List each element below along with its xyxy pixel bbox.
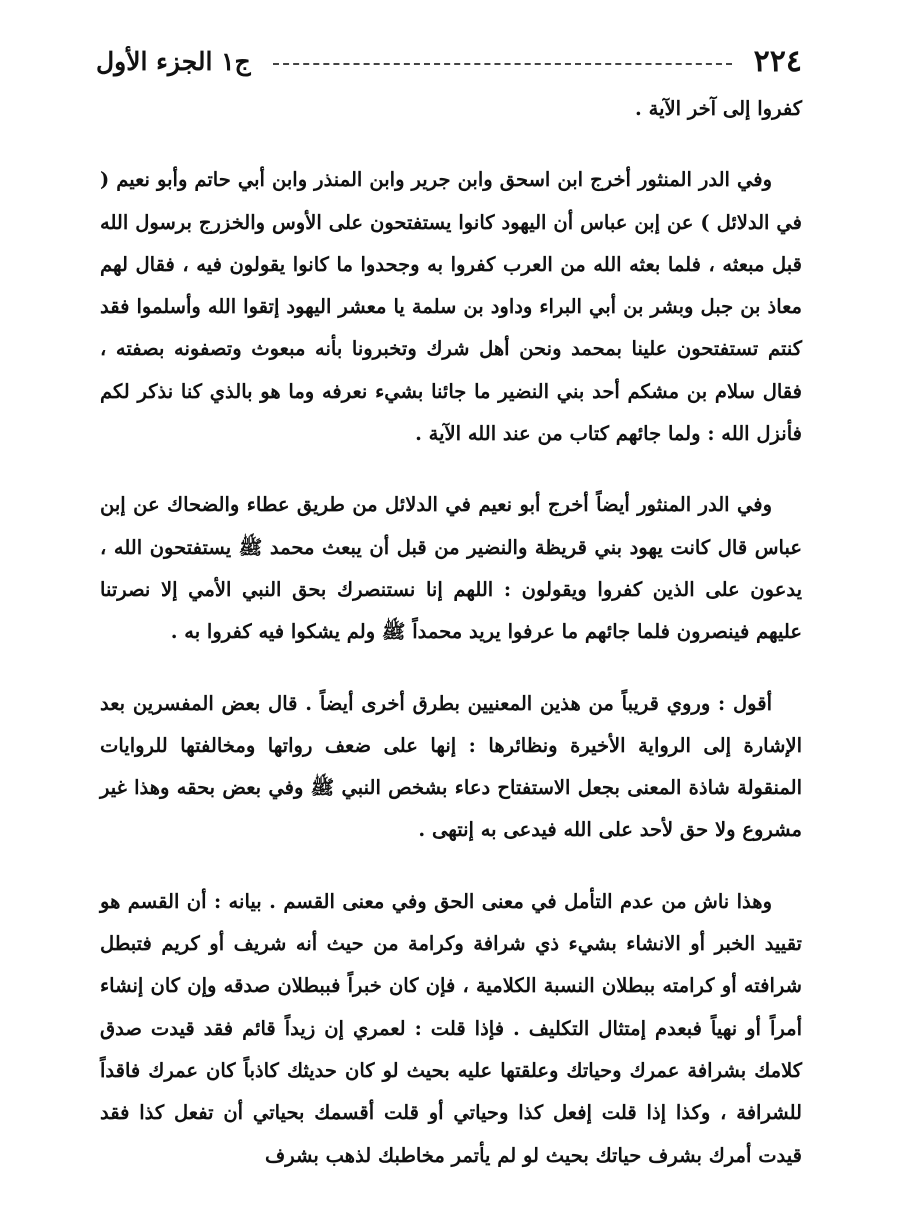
paragraph-text: كفروا إلى آخر الآية . [635, 97, 802, 120]
paragraph-text: وهذا ناش من عدم التأمل في معنى الحق وفي معنى القسم . بيانه : أن القسم هو تقييد الخبر أو الانشاء بشيء ذي شرافة وكرامة من حيث أنه شريف أو كريم فتبطل شرافته أو كرامته ببطلان النسبة الكلامية ، فإن كان خبراً فببطلان صدقه وإن كان إنشاء أمراً أو نهياً فبعدم إمتثال التكليف . فإذا قلت : لعمري إن زيداً قائم فقد قيدت صدق كلامك بشرافة عمرك وحياتك وعلقتها عليه بحيث لو كان حديثك كاذباً كان عمرك فاقداً للشرافة ، وكذا إذا قلت إفعل كذا وحياتي أو قلت أقسمك بحياتي أن تفعل كذا فقد قيدت أمرك بشرف حياتك بحيث لو لم يأتمر مخاطبك لذهب بشرف [100, 889, 802, 1167]
paragraph-text: : وروي قريباً من هذين المعنيين بطرق أخرى أيضاً . قال بعض المفسرين بعد الإشارة إلى الرواية الأخيرة ونظائرها : إنها على ضعف رواتها ومخالفتها للروايات المنقولة شاذة المعنى بجعل الاستفتاح دعاء بشخص النبي ﷺ وفي بعض بحقه وهذا غير مشروع ولا حق لأحد على الله فيدعى به إنتهى . [100, 691, 802, 842]
running-title: ج١ الجزء الأول [96, 46, 251, 76]
header-rule [273, 63, 732, 65]
page-number: ٢٢٤ [753, 43, 802, 79]
page-body [100, 88, 802, 1206]
paragraph-durr-1 [100, 159, 802, 455]
page-header [96, 36, 802, 86]
paragraph-lead-word: أقول [733, 691, 772, 715]
paragraph-text: وفي الدر المنثور أخرج ابن اسحق وابن جرير وابن المنذر وابن أبي حاتم وأبو نعيم ( في الدلائل ) عن إبن عباس أن اليهود كانوا يستفتحون على الأوس والخزرج برسول الله قبل مبعثه ، فلما بعثه الله من العرب كفروا به وجحدوا ما كانوا يقولون فيه ، فقال لهم معاذ بن جبل وبشر بن أبي البراء وداود بن سلمة يا معشر اليهود إتقوا الله وأسلموا فقد كنتم تستفتحون علينا بمحمد ونحن أهل شرك وتخبرونا بأنه مبعوث وتصفونه بصفته ، فقال سلام بن مشكم أحد بني النضير ما جائنا بشيء نعرفه وما هو بالذي كنا نذكر لكم فأنزل الله : ولما جائهم كتاب من عند الله الآية . [100, 168, 802, 446]
paragraph-durr-2 [100, 484, 802, 653]
paragraph-aqool [100, 683, 802, 852]
paragraph-continuation [100, 88, 802, 130]
paragraph-qasam [100, 881, 802, 1177]
paragraph-text: وفي الدر المنثور أيضاً أخرج أبو نعيم في الدلائل من طريق عطاء والضحاك عن إبن عباس قال كانت يهود بني قريظة والنضير من قبل أن يبعث محمد ﷺ يستفتحون الله ، يدعون على الذين كفروا ويقولون : اللهم إنا نستنصرك بحق النبي الأمي إلا نصرتنا عليهم فينصرون فلما جائهم ما عرفوا يريد محمداً ﷺ ولم يشكوا فيه كفروا به . [100, 493, 802, 644]
